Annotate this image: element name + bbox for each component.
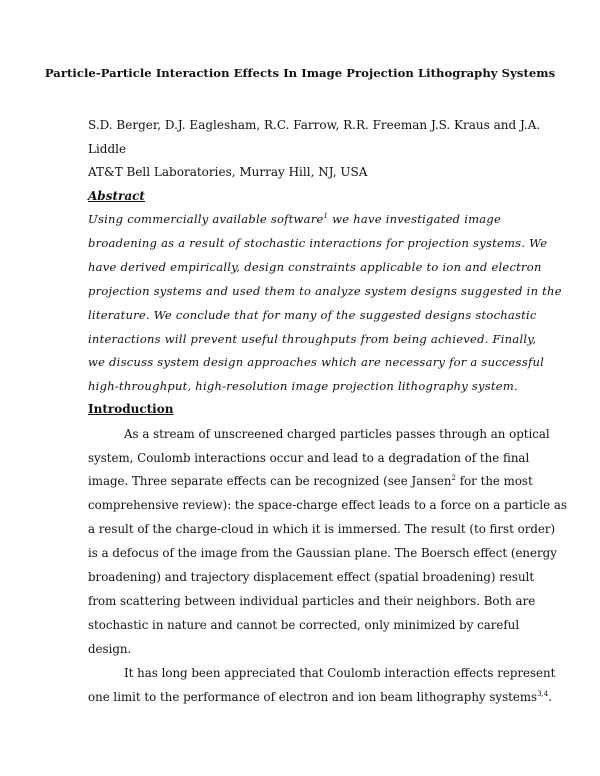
body-line: broadening) and trajectory displacement effect (spatial broadening) result [88,570,535,584]
footnote-ref: 3,4 [537,690,549,698]
body-line: As a stream of unscreened charged particles passes through an optical [124,427,550,441]
body-line: design. [88,642,132,656]
body-line: stochastic in nature and cannot be corrected, only minimized by careful [88,618,520,632]
abstract-line [88,212,501,226]
body-text: image. Three separate effects can be recognized (see Jansen [88,474,452,488]
footnote-ref: 1 [323,212,329,220]
introduction-heading: Introduction [88,402,174,416]
abstract-text: Using commercially available software [88,212,324,226]
body-line: comprehensive review): the space-charge effect leads to a force on a particle as [88,498,567,512]
body-line: is a defocus of the image from the Gaussian plane. The Boersch effect (energy [88,546,557,560]
body-line: from scattering between individual particles and their neighbors. Both are [88,594,536,608]
body-line: a result of the charge-cloud in which it is immersed. The result (to first order) [88,522,556,536]
abstract-line: broadening as a result of stochastic interactions for projection systems. We [88,236,548,250]
abstract-heading: Abstract [88,189,145,203]
paper-title: Particle-Particle Interaction Effects In Image Projection Lithography Systems [44,66,556,80]
footnote-ref: 2 [451,474,456,482]
body-text: . [548,690,552,704]
affiliation: AT&T Bell Laboratories, Murray Hill, NJ, USA [88,165,368,179]
authors-line-1: S.D. Berger, D.J. Eaglesham, R.C. Farrow, R.R. Freeman J.S. Kraus and J.A. [88,118,541,132]
body-line: It has long been appreciated that Coulomb interaction effects represent [124,666,556,680]
body-line [88,474,533,488]
abstract-line: high-throughput, high-resolution image projection lithography system. [88,379,518,393]
body-line: system, Coulomb interactions occur and lead to a degradation of the final [88,451,530,465]
authors-line-2: Liddle [88,142,127,156]
abstract-text: we have investigated image [328,212,502,226]
abstract-line: literature. We conclude that for many of the suggested designs stochastic [88,308,537,322]
abstract-line: have derived empirically, design constraints applicable to ion and electron [88,260,542,274]
abstract-line: interactions will prevent useful throughputs from being achieved. Finally, [88,332,537,346]
abstract-line: we discuss system design approaches which are necessary for a successful [88,355,545,369]
body-text: for the most [455,474,533,488]
body-text: one limit to the performance of electron and ion beam lithography systems [88,690,538,704]
body-line [88,690,552,704]
abstract-line: projection systems and used them to analyze system designs suggested in the [88,284,562,298]
